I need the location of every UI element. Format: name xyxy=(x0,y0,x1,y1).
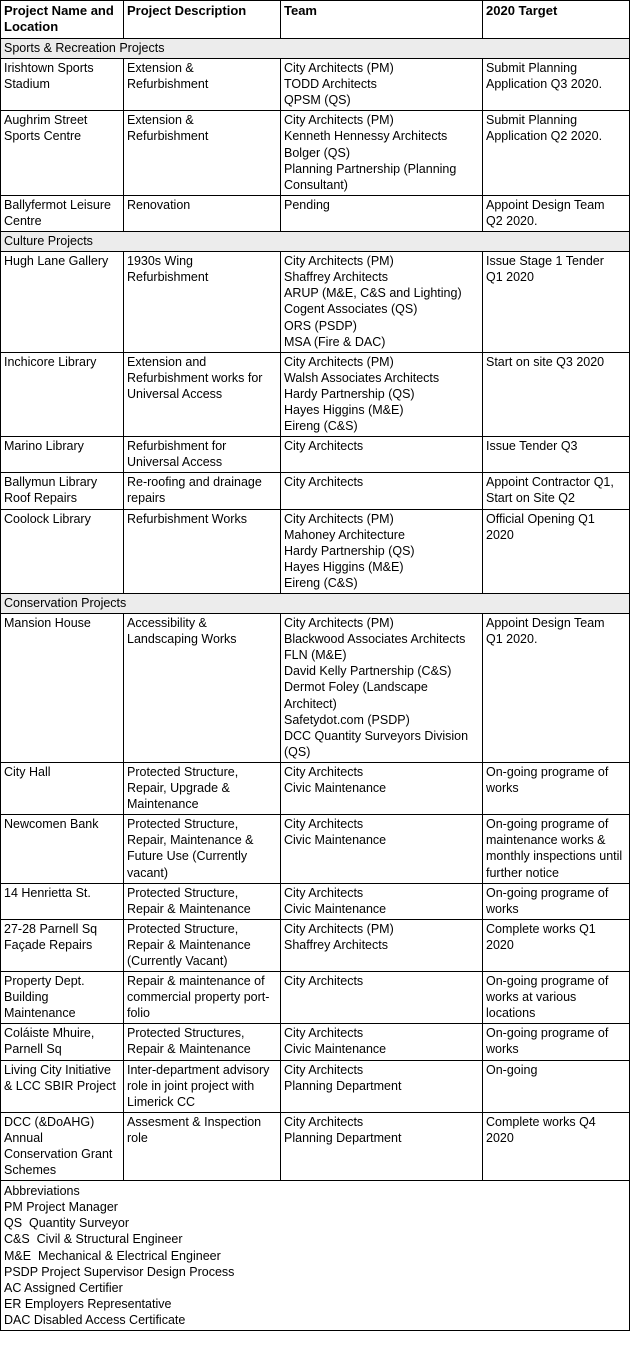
cell-line: Living City Initiative xyxy=(4,1062,111,1077)
cell-line: City Architects (PM) xyxy=(284,254,394,269)
project-description-cell xyxy=(124,59,281,111)
cell-line: ARUP (M&E, C&S and Lighting) xyxy=(284,286,462,301)
cell-line: Planning Department xyxy=(284,1130,402,1145)
cell-line: City Architects xyxy=(284,885,364,900)
project-name-cell xyxy=(1,111,124,195)
cell-line: TODD Architects xyxy=(284,77,377,92)
section-title: Conservation Projects xyxy=(1,594,630,614)
cell-line: Extension & xyxy=(127,113,194,128)
cell-line: 2020 xyxy=(486,527,514,542)
team-cell xyxy=(281,1112,483,1180)
cell-line: Irishtown Sports xyxy=(4,61,94,76)
section-row xyxy=(1,232,630,252)
cell-line: City Architects (PM) xyxy=(284,113,394,128)
cell-line: works xyxy=(486,1042,519,1057)
cell-line: role in joint project with xyxy=(127,1078,255,1093)
table-row xyxy=(1,614,630,763)
cell-line: On-going programe of xyxy=(486,764,609,779)
project-name-cell xyxy=(1,509,124,593)
cell-line: City Architects xyxy=(284,1114,364,1129)
cell-line: Q1 2020 xyxy=(486,270,534,285)
abbreviation-item: AC Assigned Certifier xyxy=(4,1280,123,1295)
project-description-cell xyxy=(124,473,281,509)
cell-line: City Architects xyxy=(284,439,364,454)
cell-line: Architect) xyxy=(284,696,337,711)
cell-line: Application Q3 2020. xyxy=(486,77,603,92)
team-cell xyxy=(281,473,483,509)
target-cell xyxy=(483,883,630,919)
abbreviations-row xyxy=(1,1181,630,1331)
team-cell xyxy=(281,614,483,763)
cell-line: Planning Department xyxy=(284,1078,402,1093)
cell-line: Re-roofing and drainage xyxy=(127,475,262,490)
project-description-cell xyxy=(124,509,281,593)
cell-line: Pending xyxy=(284,197,330,212)
cell-line: Refurbishment for xyxy=(127,439,227,454)
cell-line: Aughrim Street xyxy=(4,113,88,128)
cell-line: & LCC SBIR Project xyxy=(4,1078,116,1093)
abbreviation-item: DAC Disabled Access Certificate xyxy=(4,1312,186,1327)
cell-line: Start on Site Q2 xyxy=(486,491,575,506)
cell-line: Consultant) xyxy=(284,177,348,192)
abbreviations-cell xyxy=(1,1181,630,1331)
cell-line: works xyxy=(486,901,519,916)
abbreviations-title: Abbreviations xyxy=(4,1184,80,1199)
cell-line: City Architects xyxy=(284,475,364,490)
target-cell xyxy=(483,437,630,473)
cell-line: Renovation xyxy=(127,197,191,212)
cell-line: Protected Structure, xyxy=(127,817,239,832)
project-name-cell xyxy=(1,195,124,231)
cell-line: MSA (Fire & DAC) xyxy=(284,334,386,349)
cell-line: Application Q2 2020. xyxy=(486,129,603,144)
cell-line: Refurbishment xyxy=(127,129,209,144)
cell-line: Newcomen Bank xyxy=(4,817,99,832)
target-cell xyxy=(483,1024,630,1060)
target-cell xyxy=(483,59,630,111)
cell-line: Protected Structure, xyxy=(127,885,239,900)
table-row xyxy=(1,111,630,195)
cell-line: Shaffrey Architects xyxy=(284,937,388,952)
cell-line: Schemes xyxy=(4,1163,57,1178)
project-name-cell xyxy=(1,252,124,353)
cell-line: Landscaping Works xyxy=(127,632,237,647)
cell-line: Marino Library xyxy=(4,439,84,454)
cell-line: Repair & Maintenance xyxy=(127,1042,251,1057)
project-name-cell xyxy=(1,762,124,814)
target-cell xyxy=(483,1060,630,1112)
cell-line: (QS) xyxy=(284,744,311,759)
cell-line: Protected Structure, xyxy=(127,921,239,936)
team-cell xyxy=(281,195,483,231)
cell-line: works xyxy=(486,781,519,796)
cell-line: Planning Partnership (Planning xyxy=(284,161,457,176)
target-cell xyxy=(483,762,630,814)
cell-line: Assesment & Inspection xyxy=(127,1114,262,1129)
cell-line: further notice xyxy=(486,865,559,880)
target-cell xyxy=(483,815,630,883)
target-cell xyxy=(483,252,630,353)
cell-line: 2020 xyxy=(486,937,514,952)
cell-line: FLN (M&E) xyxy=(284,648,347,663)
cell-line: Repair, Maintenance & xyxy=(127,833,254,848)
cell-line: Ballymun Library xyxy=(4,475,98,490)
project-name-cell xyxy=(1,473,124,509)
cell-line: role xyxy=(127,1130,148,1145)
project-description-cell xyxy=(124,919,281,971)
project-name-cell xyxy=(1,815,124,883)
project-description-cell xyxy=(124,1112,281,1180)
target-cell xyxy=(483,1112,630,1180)
section-title: Sports & Recreation Projects xyxy=(1,39,630,59)
cell-line: Repair & Maintenance xyxy=(127,901,251,916)
cell-line: Civic Maintenance xyxy=(284,901,387,916)
cell-line: 1930s Wing xyxy=(127,254,194,269)
cell-line: monthly inspections until xyxy=(486,849,623,864)
table-row xyxy=(1,252,630,353)
project-name-cell xyxy=(1,1060,124,1112)
cell-line: Appoint Design Team xyxy=(486,616,605,631)
cell-line: Roof Repairs xyxy=(4,491,77,506)
team-cell xyxy=(281,111,483,195)
cell-line: Submit Planning xyxy=(486,113,578,128)
team-cell xyxy=(281,59,483,111)
table-row xyxy=(1,437,630,473)
table-row xyxy=(1,762,630,814)
cell-line: Issue Tender Q3 xyxy=(486,439,578,454)
abbreviation-item: ER Employers Representative xyxy=(4,1296,172,1311)
cell-line: Universal Access xyxy=(127,455,223,470)
target-cell xyxy=(483,972,630,1024)
project-description-cell xyxy=(124,815,281,883)
cell-line: Hayes Higgins (M&E) xyxy=(284,402,404,417)
cell-line: City Architects xyxy=(284,764,364,779)
project-description-cell xyxy=(124,111,281,195)
cell-line: Protected Structure, xyxy=(127,764,239,779)
cell-line: David Kelly Partnership (C&S) xyxy=(284,664,452,679)
cell-line: Maintenance xyxy=(4,1006,76,1021)
team-cell xyxy=(281,762,483,814)
target-cell xyxy=(483,352,630,436)
table-body xyxy=(1,39,630,1181)
project-name-cell xyxy=(1,437,124,473)
cell-line: Safetydot.com (PSDP) xyxy=(284,712,410,727)
cell-line: On-going programe of xyxy=(486,817,609,832)
cell-line: Future Use (Currently xyxy=(127,849,248,864)
header-team: Team xyxy=(281,1,483,39)
cell-line: City Architects (PM) xyxy=(284,354,394,369)
cell-line: vacant) xyxy=(127,865,168,880)
cell-line: Protected Structures, xyxy=(127,1026,245,1041)
cell-line: City Architects xyxy=(284,1026,364,1041)
cell-line: Parnell Sq xyxy=(4,1042,62,1057)
cell-line: Cogent Associates (QS) xyxy=(284,302,418,317)
cell-line: Stadium xyxy=(4,77,50,92)
section-row xyxy=(1,594,630,614)
cell-line: Ballyfermot Leisure xyxy=(4,197,111,212)
cell-line: Kenneth Hennessy Architects xyxy=(284,129,448,144)
cell-line: City Architects xyxy=(284,974,364,989)
cell-line: Civic Maintenance xyxy=(284,781,387,796)
section-row xyxy=(1,39,630,59)
cell-line: repairs xyxy=(127,491,166,506)
project-name-cell xyxy=(1,883,124,919)
table-row xyxy=(1,919,630,971)
cell-line: Inter-department advisory xyxy=(127,1062,270,1077)
target-cell xyxy=(483,473,630,509)
header-project-description: Project Description xyxy=(124,1,281,39)
cell-line: Centre xyxy=(4,213,42,228)
team-cell xyxy=(281,919,483,971)
cell-line: Inchicore Library xyxy=(4,354,97,369)
cell-line: Façade Repairs xyxy=(4,937,93,952)
cell-line: City Architects xyxy=(284,817,364,832)
project-description-cell xyxy=(124,252,281,353)
table-row xyxy=(1,195,630,231)
cell-line: City Architects (PM) xyxy=(284,616,394,631)
cell-line: Repair & maintenance of xyxy=(127,974,265,989)
cell-line: Mahoney Architecture xyxy=(284,527,405,542)
cell-line: Repair, Upgrade & xyxy=(127,781,230,796)
project-description-cell xyxy=(124,1060,281,1112)
team-cell xyxy=(281,883,483,919)
target-cell xyxy=(483,919,630,971)
cell-line: Hardy Partnership (QS) xyxy=(284,543,415,558)
cell-line: Issue Stage 1 Tender xyxy=(486,254,604,269)
section-title: Culture Projects xyxy=(1,232,630,252)
project-name-cell xyxy=(1,1112,124,1180)
team-cell xyxy=(281,815,483,883)
cell-line: (Currently Vacant) xyxy=(127,953,228,968)
cell-line: Q1 2020. xyxy=(486,632,538,647)
abbreviation-item: QS Quantity Surveyor xyxy=(4,1216,130,1231)
table-row xyxy=(1,1060,630,1112)
project-description-cell xyxy=(124,972,281,1024)
cell-line: Repair & Maintenance xyxy=(127,937,251,952)
cell-line: Eireng (C&S) xyxy=(284,575,358,590)
cell-line: Bolger (QS) xyxy=(284,145,350,160)
cell-line: Eireng (C&S) xyxy=(284,419,358,434)
cell-line: Refurbishment xyxy=(127,270,209,285)
cell-line: Civic Maintenance xyxy=(284,833,387,848)
cell-line: On-going programe of xyxy=(486,974,609,989)
table-row xyxy=(1,59,630,111)
cell-line: On-going programe of xyxy=(486,1026,609,1041)
team-cell xyxy=(281,252,483,353)
cell-line: Complete works Q4 xyxy=(486,1114,596,1129)
project-description-cell xyxy=(124,195,281,231)
cell-line: Hardy Partnership (QS) xyxy=(284,386,415,401)
cell-line: Conservation Grant xyxy=(4,1147,113,1161)
project-name-cell xyxy=(1,1024,124,1060)
cell-line: locations xyxy=(486,1006,536,1021)
abbreviation-item: PSDP Project Supervisor Design Process xyxy=(4,1264,235,1279)
project-description-cell xyxy=(124,437,281,473)
cell-line: Extension & xyxy=(127,61,194,76)
cell-line: maintenance works & xyxy=(486,833,606,848)
cell-line: Start on site Q3 2020 xyxy=(486,354,605,369)
team-cell xyxy=(281,352,483,436)
cell-line: City Architects (PM) xyxy=(284,61,394,76)
cell-line: City Architects (PM) xyxy=(284,511,394,526)
cell-line: Walsh Associates Architects xyxy=(284,370,440,385)
cell-line: Shaffrey Architects xyxy=(284,270,388,285)
cell-line: City Hall xyxy=(4,764,51,779)
table-row xyxy=(1,1024,630,1060)
cell-line: 2020 xyxy=(486,1130,514,1145)
target-cell xyxy=(483,509,630,593)
header-2020-target: 2020 Target xyxy=(483,1,630,39)
project-name-cell xyxy=(1,614,124,763)
project-name-cell xyxy=(1,352,124,436)
table-row xyxy=(1,883,630,919)
cell-line: Complete works Q1 xyxy=(486,921,596,936)
project-description-cell xyxy=(124,1024,281,1060)
cell-line: Sports Centre xyxy=(4,129,82,144)
abbreviation-item: M&E Mechanical & Electrical Engineer xyxy=(4,1248,221,1263)
project-name-cell xyxy=(1,59,124,111)
cell-line: Appoint Design Team xyxy=(486,197,605,212)
cell-line: folio xyxy=(127,1006,150,1021)
cell-line: Official Opening Q1 xyxy=(486,511,595,526)
project-name-cell xyxy=(1,919,124,971)
cell-line: Property Dept. xyxy=(4,974,85,989)
project-description-cell xyxy=(124,883,281,919)
cell-line: City Architects (PM) xyxy=(284,921,394,936)
target-cell xyxy=(483,111,630,195)
cell-line: Appoint Contractor Q1, xyxy=(486,475,614,490)
project-description-cell xyxy=(124,762,281,814)
target-cell xyxy=(483,614,630,763)
table-row xyxy=(1,509,630,593)
abbreviation-item: PM Project Manager xyxy=(4,1200,118,1215)
project-name-cell xyxy=(1,972,124,1024)
cell-line: Refurbishment xyxy=(127,77,209,92)
cell-line: DCC Quantity Surveyors Division xyxy=(284,728,469,743)
team-cell xyxy=(281,972,483,1024)
table-row xyxy=(1,815,630,883)
cell-line: Refurbishment works for xyxy=(127,370,263,385)
team-cell xyxy=(281,1024,483,1060)
cell-line: Annual xyxy=(4,1130,43,1145)
cell-line: Hayes Higgins (M&E) xyxy=(284,559,404,574)
cell-line: ORS (PSDP) xyxy=(284,318,357,333)
cell-line: Accessibility & xyxy=(127,616,207,631)
cell-line: Q2 2020. xyxy=(486,213,538,228)
cell-line: Coláiste Mhuire, xyxy=(4,1026,95,1041)
cell-line: Universal Access xyxy=(127,386,223,401)
cell-line: Building xyxy=(4,990,49,1005)
team-cell xyxy=(281,509,483,593)
cell-line: On-going programe of xyxy=(486,885,609,900)
cell-line: QPSM (QS) xyxy=(284,93,351,108)
cell-line: Blackwood Associates Architects xyxy=(284,632,466,647)
cell-line: Coolock Library xyxy=(4,511,91,526)
cell-line: works at various xyxy=(486,990,577,1005)
cell-line: 14 Henrietta St. xyxy=(4,885,91,900)
cell-line: Maintenance xyxy=(127,797,199,812)
cell-line: City Architects xyxy=(284,1062,364,1077)
cell-line: Civic Maintenance xyxy=(284,1042,387,1057)
cell-line: commercial property port- xyxy=(127,990,270,1005)
project-description-cell xyxy=(124,352,281,436)
table-row xyxy=(1,972,630,1024)
cell-line: Limerick CC xyxy=(127,1094,196,1109)
target-cell xyxy=(483,195,630,231)
table-row xyxy=(1,352,630,436)
cell-line: Submit Planning xyxy=(486,61,578,76)
header-row xyxy=(1,1,630,39)
cell-line: Dermot Foley (Landscape xyxy=(284,680,428,695)
team-cell xyxy=(281,437,483,473)
cell-line: Hugh Lane Gallery xyxy=(4,254,109,269)
cell-line: On-going xyxy=(486,1062,538,1077)
cell-line: 27-28 Parnell Sq xyxy=(4,921,98,936)
abbreviation-item: C&S Civil & Structural Engineer xyxy=(4,1232,183,1247)
table-row xyxy=(1,1112,630,1180)
team-cell xyxy=(281,1060,483,1112)
cell-line: Refurbishment Works xyxy=(127,511,247,526)
table-row xyxy=(1,473,630,509)
cell-line: Mansion House xyxy=(4,616,91,631)
cell-line: Extension and xyxy=(127,354,207,369)
project-description-cell xyxy=(124,614,281,763)
cell-line: DCC (&DoAHG) xyxy=(4,1114,95,1129)
header-project-name: Project Name and Location xyxy=(1,1,124,39)
